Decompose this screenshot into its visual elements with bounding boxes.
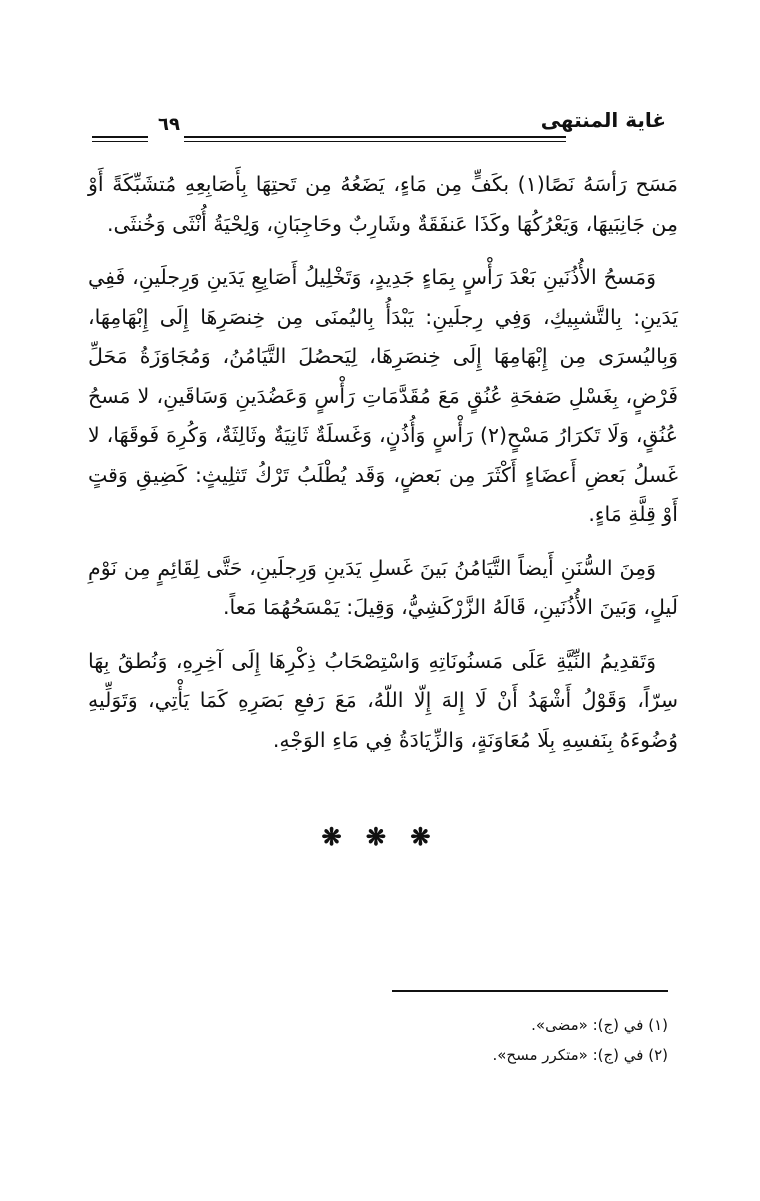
footnotes	[268, 1010, 668, 1070]
main-text	[88, 165, 678, 774]
page-number: ٦٩	[158, 114, 180, 135]
section-separator: ❋ ❋ ❋	[321, 822, 439, 851]
paragraph	[88, 258, 678, 535]
paragraph-text: مَسَح رَأسَهُ نَصًا(١) بكَفٍّ مِن مَاءٍ، يَضَعُهُ مِن تَحتِهَا بِأَصَابِعِهِ مُتشَبِّكَةً أَوْ مِن جَانِبَيهَا، وَيَعْرُكُهَا وكَذَا عَنفَقَةٌ وشَارِبٌ وحَاجِبَانِ، وَلِحْيَةُ أُنْثَى وَخُنثَى.	[88, 172, 678, 236]
paragraph-text: وَمِنَ السُّنَنِ أَيضاً التَّيَامُنُ بَينَ غَسلِ يَدَينِ وَرِجلَينِ، حَتَّى لِقَائِمٍ مِن نَوْمِ لَيلٍ، وَبَينَ الأُذُنَينِ، قَالَهُ الزَّرْكَشِيُّ، وَقِيلَ: يَمْسَحُهُمَا مَعاً.	[88, 555, 678, 619]
running-title: غاية المنتهى	[540, 108, 666, 132]
paragraph-text: وَتَقدِيمُ النِّيَّةِ عَلَى مَسنُونَاتِهِ وَاسْتِصْحَابُ ذِكْرِهَا إِلَى آخِرِهِ، وَنُطقُ بِهَا سِرّاً، وَقَوْلُ أَشْهَدُ أَنْ لَا إِلهَ إِلّا اللّهُ، مَعَ رَفعِ بَصَرِهِ كَمَا يَأْتِي، وَتَوَلِّيهِ وُضُوءَهُ بِنَفسِهِ بِلَا مُعَاوَنَةٍ، وَالزِّيَادَةُ فِي مَاءِ الوَجْهِ.	[88, 648, 678, 752]
header-rule-long	[184, 136, 566, 142]
paragraph	[88, 165, 678, 244]
page-header	[92, 108, 666, 148]
footnote: (٢) في (ج): «متكرر مسح».	[492, 1046, 668, 1064]
footnote: (١) في (ج): «مضى».	[531, 1016, 668, 1034]
paragraph	[88, 642, 678, 761]
paragraph-text: وَمَسحُ الأُذُنَينِ بَعْدَ رَأْسٍ بِمَاءٍ جَدِيدٍ، وَتَخْلِيلُ أَصَابِعِ يَدَينِ وَرِجلَينِ، فَفِي يَدَينِ: بِالتَّشبِيكِ، وَفِي رِجلَينِ: يَبْدَأُ بِاليُمنَى مِن خِنصَرِهَا إِلَى إِبْهَامِهَا، وَبِاليُسرَى مِن إِبْهَامِهَا إِلَى خِنصَرِهَا، لِيَحصُلَ التَّيَامُنُ، وَمُجَاوَزَةُ مَحَلِّ فَرْضٍ، بِغَسْلِ صَفحَةِ عُنُقٍ مَعَ مُقَدَّمَاتِ رَأْسٍ وَعَضُدَينِ وَسَاقَينِ، لا مَسحُ عُنُقٍ، وَلَا تَكرَارُ مَسْحٍ(٢) رَأْسٍ وَأُذُنٍ، وَغَسلَةٌ ثَانِيَةٌ وثَالِثَةٌ، وَكُرِهَ فَوقَهَا، لا غَسلُ بَعضِ أَعضَاءٍ أَكْثَرَ مِن بَعضٍ، وَقَد يُطْلَبُ تَرْكُ تَثلِيثٍ: كَضِيقِ وَقتٍ أَوْ قِلَّةِ مَاءٍ.	[88, 265, 678, 526]
paragraph	[88, 549, 678, 628]
footnote-rule	[392, 990, 668, 992]
header-rule-short	[92, 136, 148, 142]
